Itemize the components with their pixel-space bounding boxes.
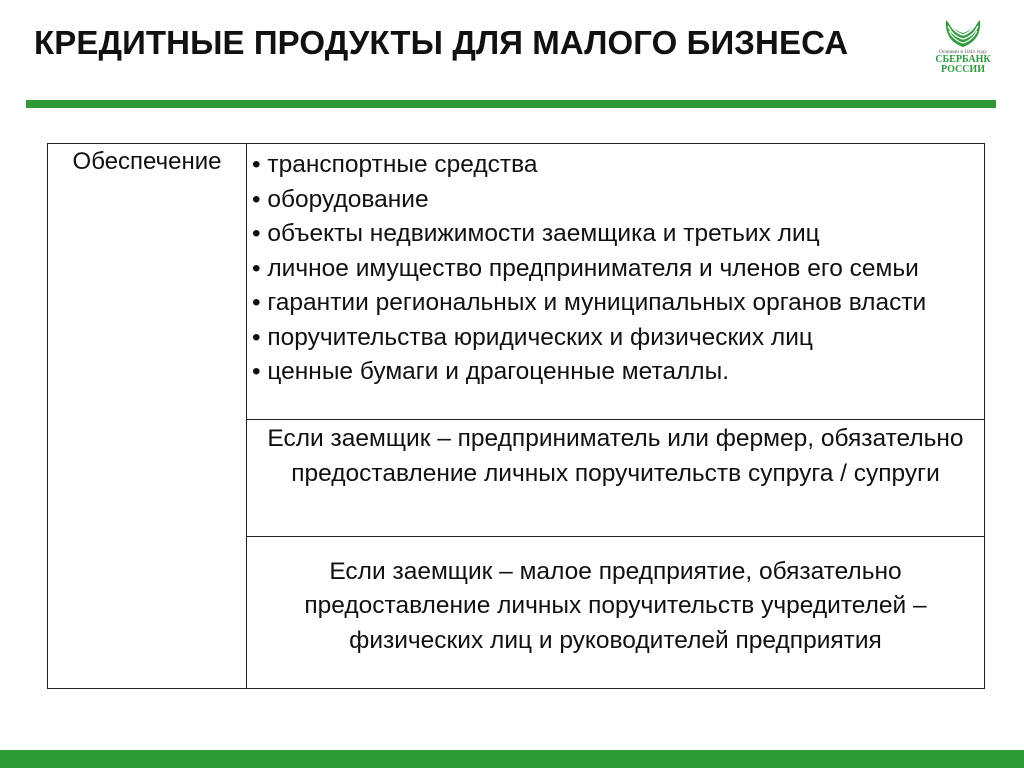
logo-motto: Основан в 1841 году xyxy=(939,49,987,55)
list-item: • личное имущество предпринимателя и членов его семьи xyxy=(252,254,919,282)
table-row xyxy=(48,144,985,420)
list-item: • транспортные средства xyxy=(252,151,538,178)
logo-brand-line2: РОССИИ xyxy=(941,64,985,75)
list-item: • объекты недвижимости заемщика и третьих лиц xyxy=(252,220,820,247)
logo-brand-line1: СБЕРБАНК xyxy=(935,54,991,65)
credit-products-table xyxy=(47,143,985,689)
sberbank-logo xyxy=(926,14,1000,84)
header-divider xyxy=(26,100,996,108)
list-item: • ценные бумаги и драгоценные металлы. xyxy=(252,358,730,385)
sberbank-leaf-icon xyxy=(943,14,983,48)
note-cell-small-business xyxy=(247,536,985,688)
list-item: • поручительства юридических и физических лиц xyxy=(252,323,813,351)
note-cell-entrepreneur xyxy=(247,420,985,537)
list-item: • оборудование xyxy=(252,185,429,213)
collateral-list-cell xyxy=(247,144,985,420)
note-small-business: Если заемщик – малое предприятие, обязательно предоставление личных поручительств учредителей – физических лиц и руководителей предприятия xyxy=(304,557,927,654)
page-title: КРЕДИТНЫЕ ПРОДУКТЫ ДЛЯ МАЛОГО БИЗНЕСА xyxy=(34,24,849,61)
footer-bar xyxy=(0,750,1024,768)
collateral-list xyxy=(247,144,984,392)
note-entrepreneur: Если заемщик – предприниматель или фермер, обязательно предоставление личных поручительств супруга / супруги xyxy=(267,425,964,487)
row-label-cell xyxy=(48,144,247,689)
list-item: • гарантии региональных и муниципальных органов власти xyxy=(252,289,927,316)
row-label: Обеспечение xyxy=(72,148,222,175)
